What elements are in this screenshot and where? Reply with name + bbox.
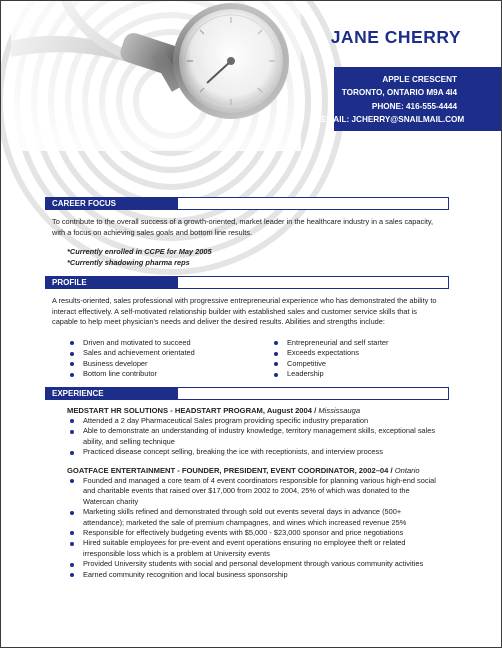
list-item: [67, 437, 467, 447]
job-2-bullets: [67, 476, 467, 580]
list-item: Business developer: [67, 359, 257, 369]
list-item: Earned community recognition and local business sponsorship: [67, 570, 467, 580]
list-item: Marketing skills refined and demonstrated through sold out events several days in advance (500+: [67, 507, 467, 517]
contact-info: [321, 73, 465, 127]
list-item: Leadership: [271, 369, 461, 379]
list-item: Founded and managed a core team of 4 event coordinators responsible for planning various high-end social: [67, 476, 467, 486]
job-2-title-text: GOATFACE ENTERTAINMENT - FOUNDER, PRESIDENT, EVENT COORDINATOR, 2002–04 /: [67, 466, 395, 475]
list-item: Competitive: [271, 359, 461, 369]
phone: PHONE: 416-555-4444: [371, 101, 457, 111]
list-item: Practiced disease concept selling, breaking the ice with receptionists, and interview process: [67, 447, 467, 457]
strengths-left: [67, 338, 257, 380]
list-item: Bottom line contributor: [67, 369, 257, 379]
list-item: Attended a 2 day Pharmaceutical Sales program providing specific industry preparation: [67, 416, 467, 426]
list-item: Driven and motivated to succeed: [67, 338, 257, 348]
list-item: Hired suitable employees for pre-event and event operations ensuring no employee theft or related: [67, 538, 467, 548]
list-item: Watercan charity: [83, 496, 139, 506]
list-item: Exceeds expectations: [271, 348, 461, 358]
list-item: Able to demonstrate an understanding of industry knowledge, territory management skills, exceptional sales: [67, 426, 467, 436]
job-2-title: [67, 465, 467, 476]
career-focus-line-1: To contribute to the overall success of a growth-oriented, market leader in the healthcare industry in a sales capacity,: [52, 217, 434, 226]
career-note-2: *Currently shadowing pharma reps: [67, 257, 190, 267]
profile-line-1: A results-oriented, sales professional with progressive entrepreneurial experience who has demonstrated the ability to: [52, 296, 437, 305]
career-focus-heading: CAREER FOCUS: [46, 198, 178, 209]
list-item-continued: ability, and selling technique: [83, 436, 175, 446]
list-item: attendance); marketed the sale of premium champagnes, and wines which increased revenue 25%: [83, 517, 407, 527]
profile-text: [52, 296, 462, 328]
career-notes: [67, 247, 212, 268]
profile-heading: PROFILE: [46, 277, 178, 288]
profile-bar: [45, 276, 449, 289]
job-1-title-text: MEDSTART HR SOLUTIONS - HEADSTART PROGRAM, August 2004 /: [67, 406, 319, 415]
address-line-1: APPLE CRESCENT: [382, 75, 457, 84]
career-focus-text: [52, 217, 462, 238]
job-2-location: Ontario: [394, 466, 420, 475]
profile-line-2: interact effectively. A self-motivated relationship builder with established sales and customer service skills that is: [52, 306, 417, 316]
job-1: [67, 405, 467, 458]
address-line-2: TORONTO, ONTARIO M9A 4I4: [341, 88, 457, 98]
career-note-1: *Currently enrolled in CCPE for May 2005: [67, 247, 212, 256]
list-item: Entrepreneurial and self starter: [271, 338, 461, 348]
list-item: Responsible for effectively budgeting events with $5,000 - $23,000 sponsor and price negotiations: [67, 528, 467, 538]
career-focus-bar: [45, 197, 449, 210]
blood-pressure-gauge-icon: [11, 1, 301, 151]
profile-line-3: capable to help meet physician's needs and deliver the desired results. Abilities and strengths include:: [52, 317, 385, 327]
job-1-title: [67, 405, 467, 416]
candidate-name: JANE CHERRY: [330, 27, 461, 47]
list-item: Sales and achievement orientated: [67, 348, 257, 358]
experience-heading: EXPERIENCE: [46, 388, 178, 399]
list-item: Provided University students with social and personal development through various community activities: [67, 559, 467, 569]
experience-bar: [45, 387, 449, 400]
strengths-right: [271, 338, 461, 380]
email: EMAIL: JCHERRY@SNAILMAIL.COM: [321, 115, 465, 125]
job-2: [67, 465, 467, 580]
list-item: and charitable events that raised over $17,000 from 2002 to 2004, 25% of which was donated to the: [83, 486, 410, 496]
job-1-location: Mississauga: [318, 406, 361, 415]
career-focus-line-2: with a focus on achieving sales goals and bottom line results.: [52, 227, 253, 237]
job-1-bullets: [67, 416, 467, 458]
list-item: irresponsible loss which is a problem at University events: [83, 548, 270, 558]
